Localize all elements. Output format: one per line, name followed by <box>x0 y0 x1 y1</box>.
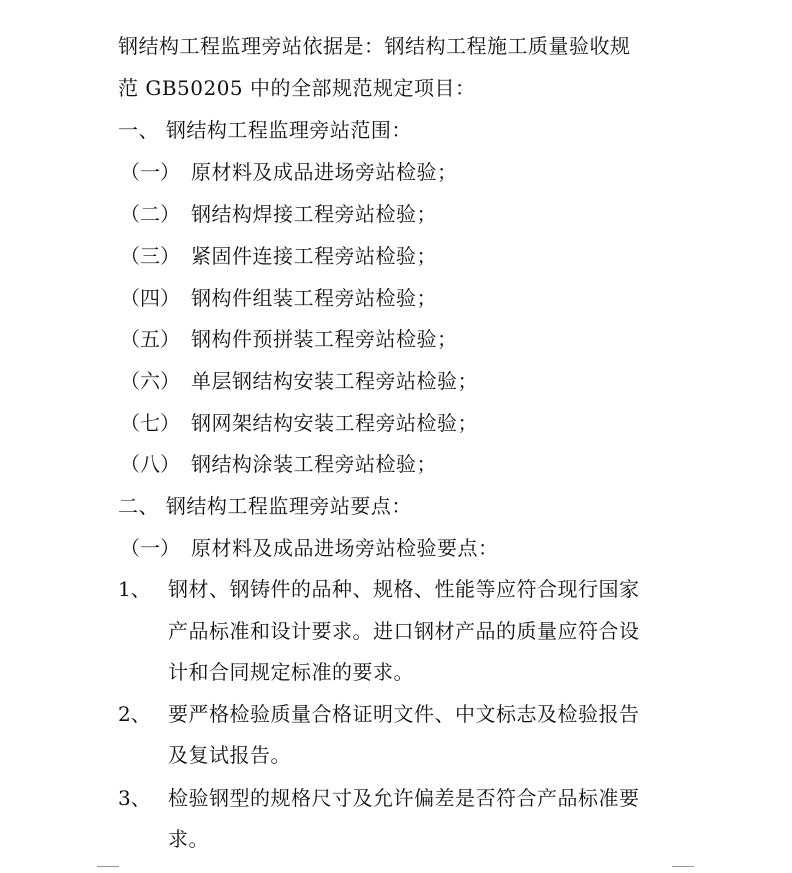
section-2-heading: 二、 钢结构工程监理旁站要点： <box>118 494 412 518</box>
section-2-subheading-marker: （一） <box>120 536 180 560</box>
point-line: 钢材、钢铸件的品种、规格、性能等应符合现行国家 <box>168 577 640 601</box>
intro-line-1: 钢结构工程监理旁站依据是：钢结构工程施工质量验收规 <box>118 34 631 58</box>
list-item-marker: （四） <box>120 286 180 310</box>
section-2-subheading: 原材料及成品进场旁站检验要点： <box>191 536 499 560</box>
intro-line-2: 范 GB50205 中的全部规范规定项目： <box>118 76 476 100</box>
list-item-marker: （七） <box>120 411 180 435</box>
list-item-marker: （三） <box>120 244 180 268</box>
list-item-marker: （八） <box>120 452 180 476</box>
list-item-text: 钢构件组装工程旁站检验； <box>191 286 437 310</box>
list-item-text: 钢网架结构安装工程旁站检验； <box>191 411 478 435</box>
list-item-text: 原材料及成品进场旁站检验； <box>191 160 458 184</box>
page-corner-mark-right <box>672 866 694 867</box>
point-marker: 2、 <box>118 702 151 726</box>
list-item-marker: （二） <box>120 202 180 226</box>
section-1-heading: 一、 钢结构工程监理旁站范围： <box>118 118 412 142</box>
list-item-marker: （五） <box>120 327 180 351</box>
point-line: 计和合同规定标准的要求。 <box>168 660 414 684</box>
point-line: 及复试报告。 <box>168 743 291 767</box>
list-item-marker: （六） <box>120 369 180 393</box>
list-item-text: 紧固件连接工程旁站检验； <box>191 244 437 268</box>
list-item-text: 钢构件预拼装工程旁站检验； <box>191 327 458 351</box>
list-item-text: 钢结构焊接工程旁站检验； <box>191 202 437 226</box>
list-item-text: 单层钢结构安装工程旁站检验； <box>191 369 478 393</box>
point-marker: 3、 <box>118 786 151 810</box>
point-line: 产品标准和设计要求。进口钢材产品的质量应符合设 <box>168 619 640 643</box>
list-item-text: 钢结构涂装工程旁站检验； <box>191 452 437 476</box>
point-line: 求。 <box>168 827 209 851</box>
page-corner-mark-left <box>97 866 119 867</box>
point-line: 检验钢型的规格尺寸及允许偏差是否符合产品标准要 <box>168 786 640 810</box>
list-item-marker: （一） <box>120 160 180 184</box>
point-marker: 1、 <box>118 577 151 601</box>
point-line: 要严格检验质量合格证明文件、中文标志及检验报告 <box>168 702 640 726</box>
